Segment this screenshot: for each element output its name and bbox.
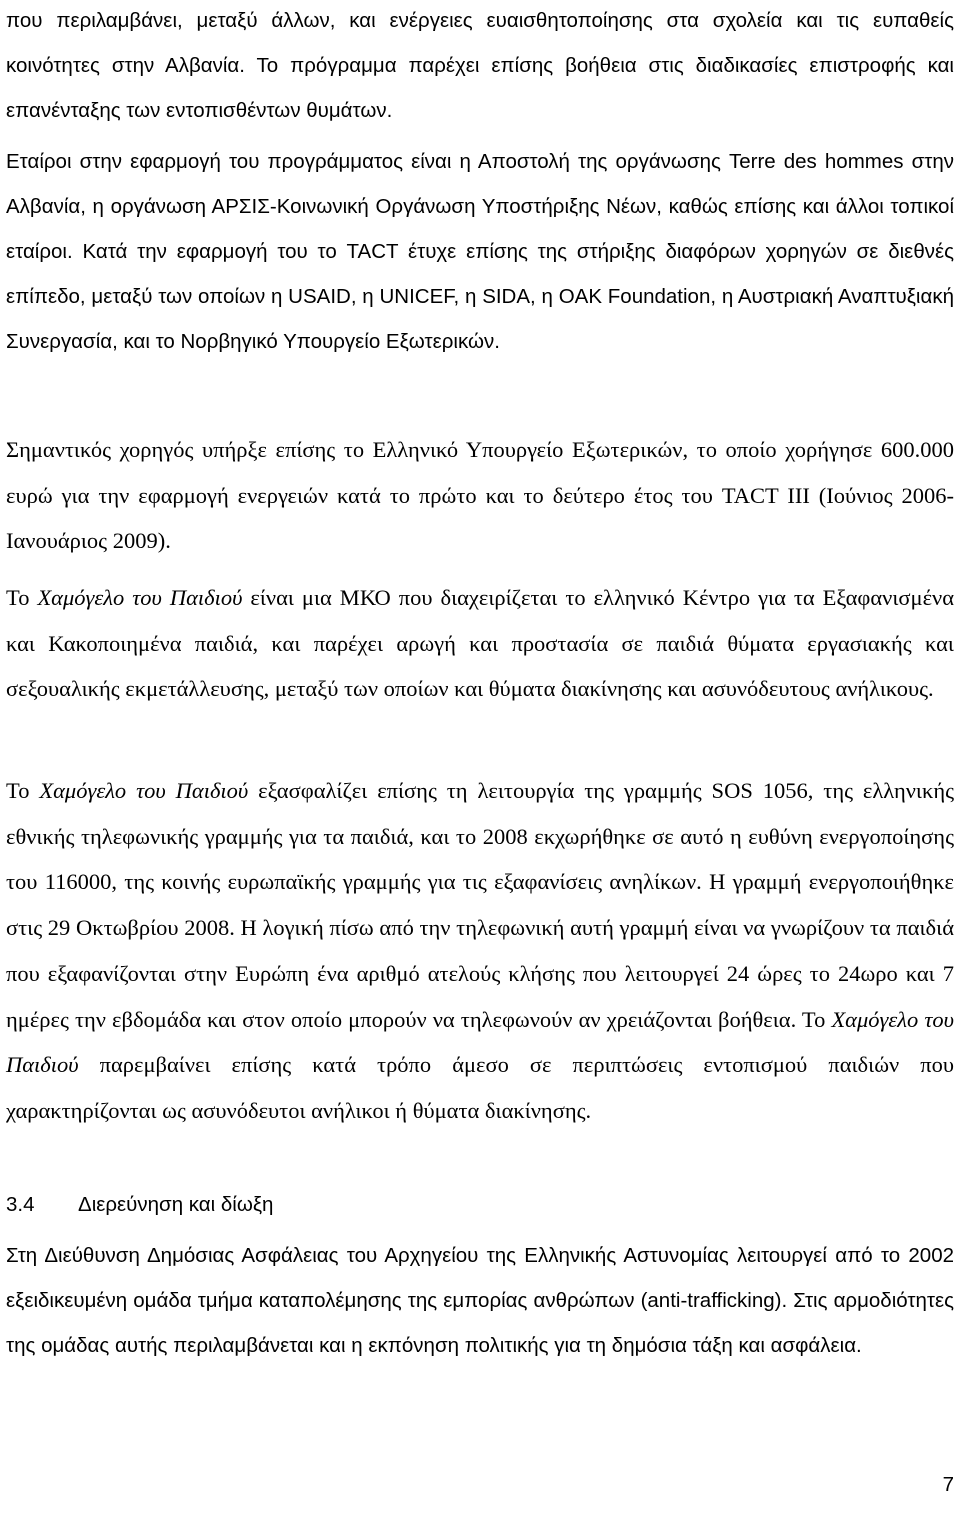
paragraph-tact-program-continued: που περιλαμβάνει, μεταξύ άλλων, και ενέργειες ευαισθητοποίησης στα σχολεία και τις ευπαθείς κοινότητες στην Αλβανία. Το πρόγραμμα παρέχει επίσης βοήθεια στις διαδικασίες επιστροφής και επανένταξης των εντοπισθέντων θυμάτων.: [6, 9, 954, 122]
organization-name-italic: Χαμόγελο του Παιδιού: [6, 1006, 954, 1078]
text-run: Το: [6, 585, 38, 610]
text-run: είναι μια ΜΚΟ που διαχειρίζεται το ελληνικό Κέντρο για τα Εξαφανισμένα και Κακοποιημένα παιδιά, και παρέχει αρωγή και προστασία σε παιδιά θύματα εργασιακής και σεξουαλικής εκμετάλλευσης, μεταξύ των οποίων και θύματα διακίνησης και ασυνόδευτους ανήλικους.: [6, 585, 954, 702]
section-heading: [6, 1185, 273, 1225]
organization-name-italic: Χαμόγελο του Παιδιού: [37, 585, 243, 610]
text-run: παρεμβαίνει επίσης κατά τρόπο άμεσο σε περιπτώσεις εντοπισμού παιδιών που χαρακτηρίζονται ως ασυνόδευτοι ανήλικοι ή θύματα διακίνησης.: [6, 1052, 954, 1123]
paragraph-sos-hotline: [6, 768, 954, 1134]
section-number: 3.4: [6, 1193, 35, 1216]
paragraph-anti-trafficking-unit: Στη Διεύθυνση Δημόσιας Ασφάλειας του Αρχηγείου της Ελληνικής Αστυνομίας λειτουργεί από το 2002 εξειδικευμένη ομάδα τμήμα καταπολέμησης της εμπορίας ανθρώπων (anti-trafficking). Στις αρμοδιότητες της ομάδας αυτής περιλαμβάνεται και η εκπόνηση πολιτικής για τη δημόσια τάξη και ασφάλεια.: [6, 1244, 954, 1357]
organization-name-italic: Χαμόγελο του Παιδιού: [39, 778, 249, 803]
paragraph-smile-of-the-child-ngo: [6, 575, 954, 712]
paragraph-greek-ministry-sponsor: Σημαντικός χορηγός υπήρξε επίσης το Ελληνικό Υπουργείο Εξωτερικών, το οποίο χορήγησε 600.000 ευρώ για την εφαρμογή ενεργειών κατά το πρώτο και το δεύτερο έτος του TACT III (Ιούνιος 2006-Ιανουάριος 2009).: [6, 437, 954, 554]
text-run: εξασφαλίζει επίσης τη λειτουργία της γραμμής SOS 1056, της ελληνικής εθνικής τηλεφωνικής γραμμής για τα παιδιά, και το 2008 εκχωρήθηκε σε αυτό η ευθύνη ενεργοποίησης του 116000, της κοινής ευρωπαϊκής γραμμής για τις εξαφανίσεις ανηλίκων. Η γραμμή ενεργοποιήθηκε στις 29 Οκτωβρίου 2008. Η λογική πίσω από την τηλεφωνική αυτή γραμμή είναι να γνωρίζουν τα παιδιά που εξαφανίζονται στην Ευρώπη ένα αριθμό ατελούς κλήσης που λειτουργεί 24 ώρες το 24ωρο και 7 ημέρες την εβδομάδα και στον οποίο μπορούν να τηλεφωνούν αν χρειάζονται βοήθεια. Το: [6, 778, 954, 1032]
section-title: Διερεύνηση και δίωξη: [78, 1193, 274, 1216]
paragraph-tact-partners: Εταίροι στην εφαρμογή του προγράμματος είναι η Αποστολή της οργάνωσης Terre des hommes στην Αλβανία, η οργάνωση ΑΡΣΙΣ-Κοινωνική Οργάνωση Υποστήριξης Νέων, καθώς επίσης και άλλοι τοπικοί εταίροι. Κατά την εφαρμογή του το TACT έτυχε επίσης της στήριξης διαφόρων χορηγών σε διεθνές επίπεδο, μεταξύ των οποίων η USAID, η UNICEF, η SIDA, η OAK Foundation, η Αυστριακή Αναπτυξιακή Συνεργασία, και το Νορβηγικό Υπουργείο Εξωτερικών.: [6, 150, 954, 353]
text-run: Το: [6, 778, 40, 803]
page-number: 7: [942, 1473, 954, 1496]
